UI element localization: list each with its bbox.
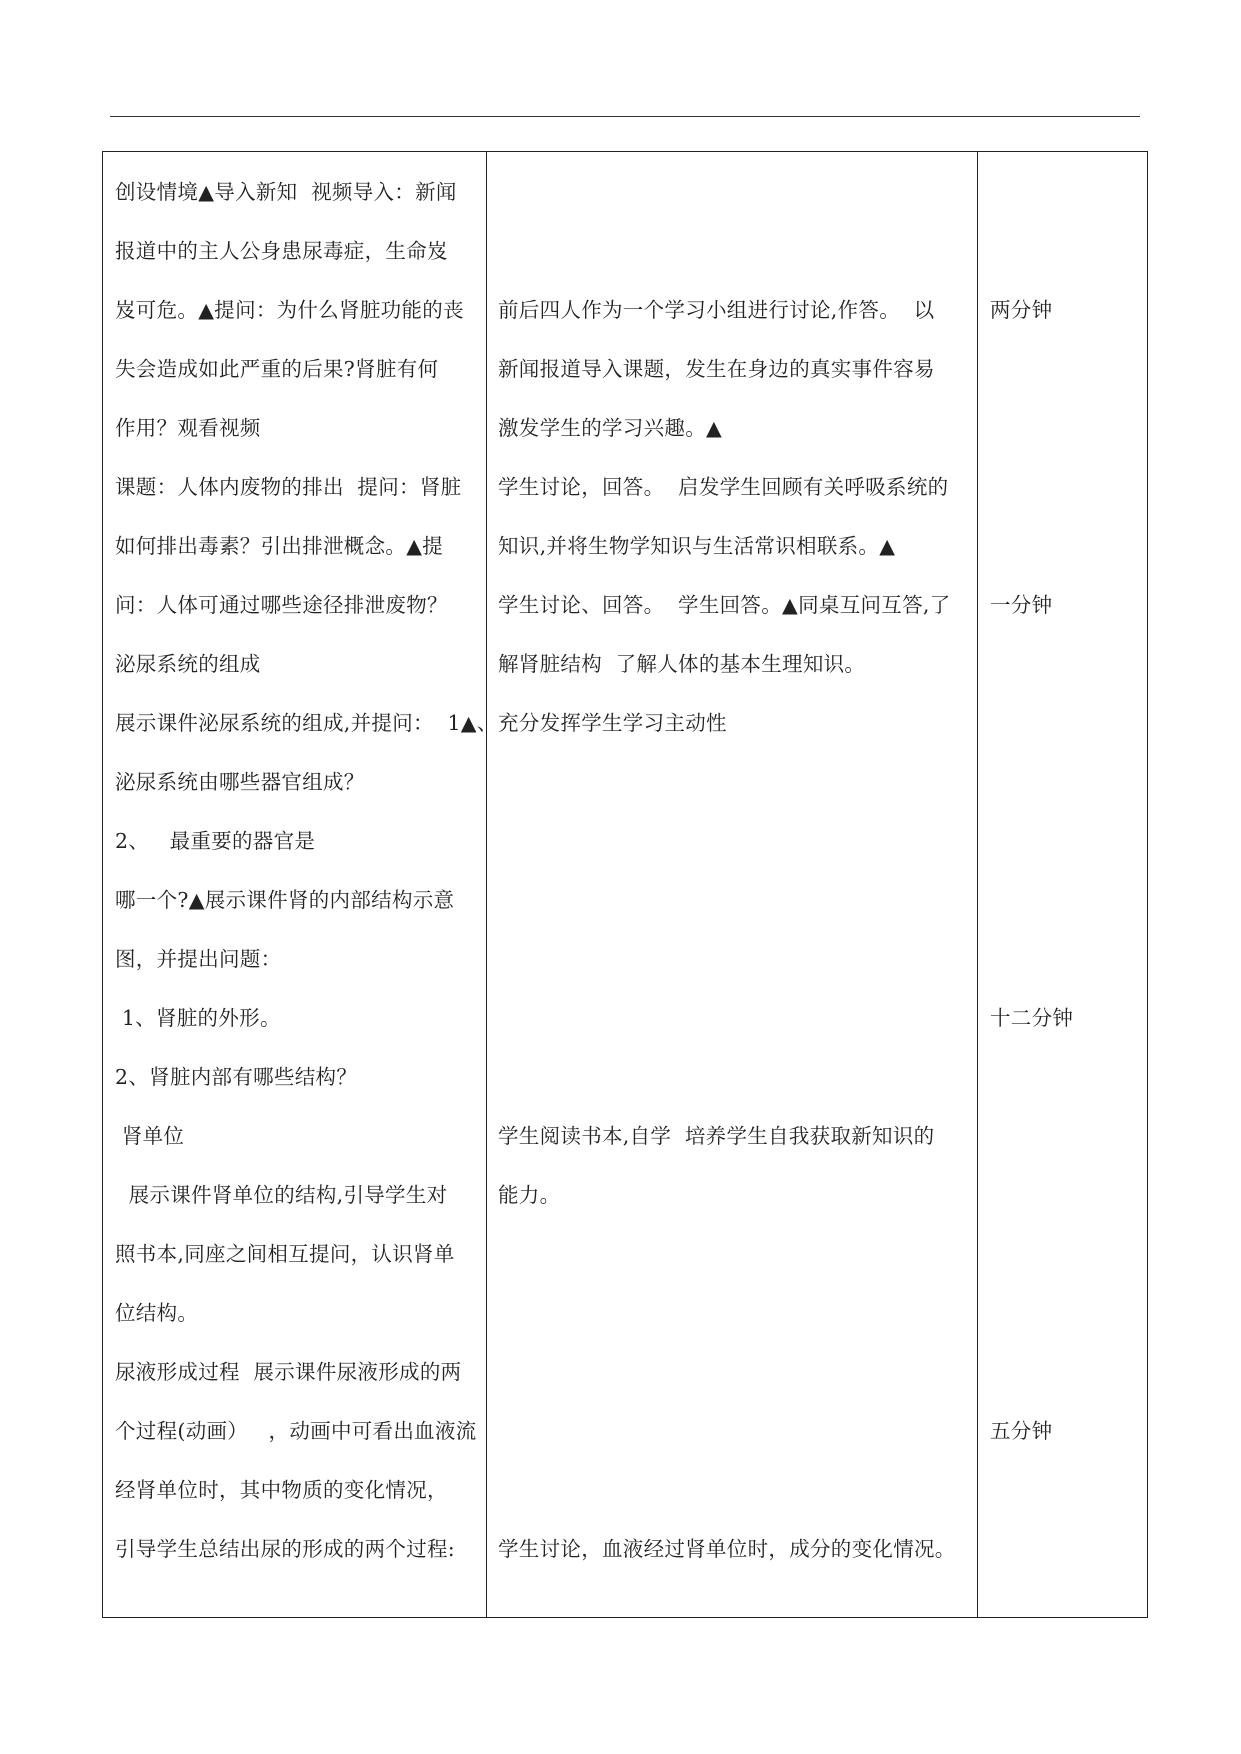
student-activity-line: 能力。 — [498, 1183, 561, 1207]
student-activity-line: 解肾脏结构 了解人体的基本生理知识。 — [498, 652, 866, 676]
column-divider — [486, 152, 487, 1617]
activity-line: 个过程(动画） ，动画中可看出血液流 — [115, 1419, 477, 1443]
activity-line: 引导学生总结出尿的形成的两个过程: — [115, 1537, 456, 1561]
activity-line: 课题：人体内废物的排出 提问：肾脏 — [115, 475, 462, 499]
duration-label: 两分钟 — [990, 298, 1053, 322]
student-activity-line: 新闻报道导入课题，发生在身边的真实事件容易 — [498, 357, 935, 381]
activity-line: 2、 最重要的器官是 — [115, 829, 316, 853]
activity-line: 2、肾脏内部有哪些结构？ — [115, 1065, 358, 1089]
activity-line: 展示课件肾单位的结构,引导学生对 — [115, 1183, 448, 1207]
student-activity-line: 前后四人作为一个学习小组进行讨论,作答。 以 — [498, 298, 935, 322]
activity-line: 位结构。 — [115, 1301, 199, 1325]
activity-line: 经肾单位时，其中物质的变化情况， — [115, 1478, 448, 1502]
student-activity-line: 学生阅读书本,自学 培养学生自我获取新知识的 — [498, 1124, 935, 1148]
activity-line: 展示课件泌尿系统的组成,并提问： 1▲、 — [115, 711, 498, 735]
activity-line: 1、肾脏的外形。 — [115, 1006, 281, 1030]
student-activity-line: 学生讨论，回答。 启发学生回顾有关呼吸系统的 — [498, 475, 949, 499]
activity-line: 作用？观看视频 — [115, 416, 261, 440]
activity-line: 岌可危。▲提问：为什么肾脏功能的丧 — [115, 298, 464, 322]
activity-line: 失会造成如此严重的后果?肾脏有何 — [115, 357, 439, 381]
column-divider — [977, 152, 978, 1617]
activity-line: 照书本,同座之间相互提问，认识肾单 — [115, 1242, 455, 1266]
header-rule — [110, 116, 1140, 117]
duration-label: 一分钟 — [990, 593, 1053, 617]
student-activity-line: 学生讨论，血液经过肾单位时，成分的变化情况。 — [498, 1537, 956, 1561]
activity-line: 哪一个?▲展示课件肾的内部结构示意 — [115, 888, 455, 912]
student-activity-line: 充分发挥学生学习主动性 — [498, 711, 727, 735]
activity-line: 创设情境▲导入新知 视频导入：新闻 — [115, 180, 457, 204]
student-activity-line: 学生讨论、回答。 学生回答。▲同桌互问互答,了 — [498, 593, 951, 617]
student-activity-line: 知识,并将生物学知识与生活常识相联系。▲ — [498, 534, 896, 558]
student-activity-line: 激发学生的学习兴趣。▲ — [498, 416, 723, 440]
duration-label: 十二分钟 — [990, 1006, 1074, 1030]
activity-line: 问：人体可通过哪些途径排泄废物？ — [115, 593, 448, 617]
duration-label: 五分钟 — [990, 1419, 1053, 1443]
activity-line: 泌尿系统的组成 — [115, 652, 261, 676]
activity-line: 报道中的主人公身患尿毒症，生命岌 — [115, 239, 448, 263]
activity-line: 图，并提出问题： — [115, 947, 282, 971]
activity-line: 肾单位 — [115, 1124, 185, 1148]
activity-line: 泌尿系统由哪些器官组成？ — [115, 770, 365, 794]
activity-line: 尿液形成过程 展示课件尿液形成的两 — [115, 1360, 462, 1384]
activity-line: 如何排出毒素？引出排泄概念。▲提 — [115, 534, 444, 558]
